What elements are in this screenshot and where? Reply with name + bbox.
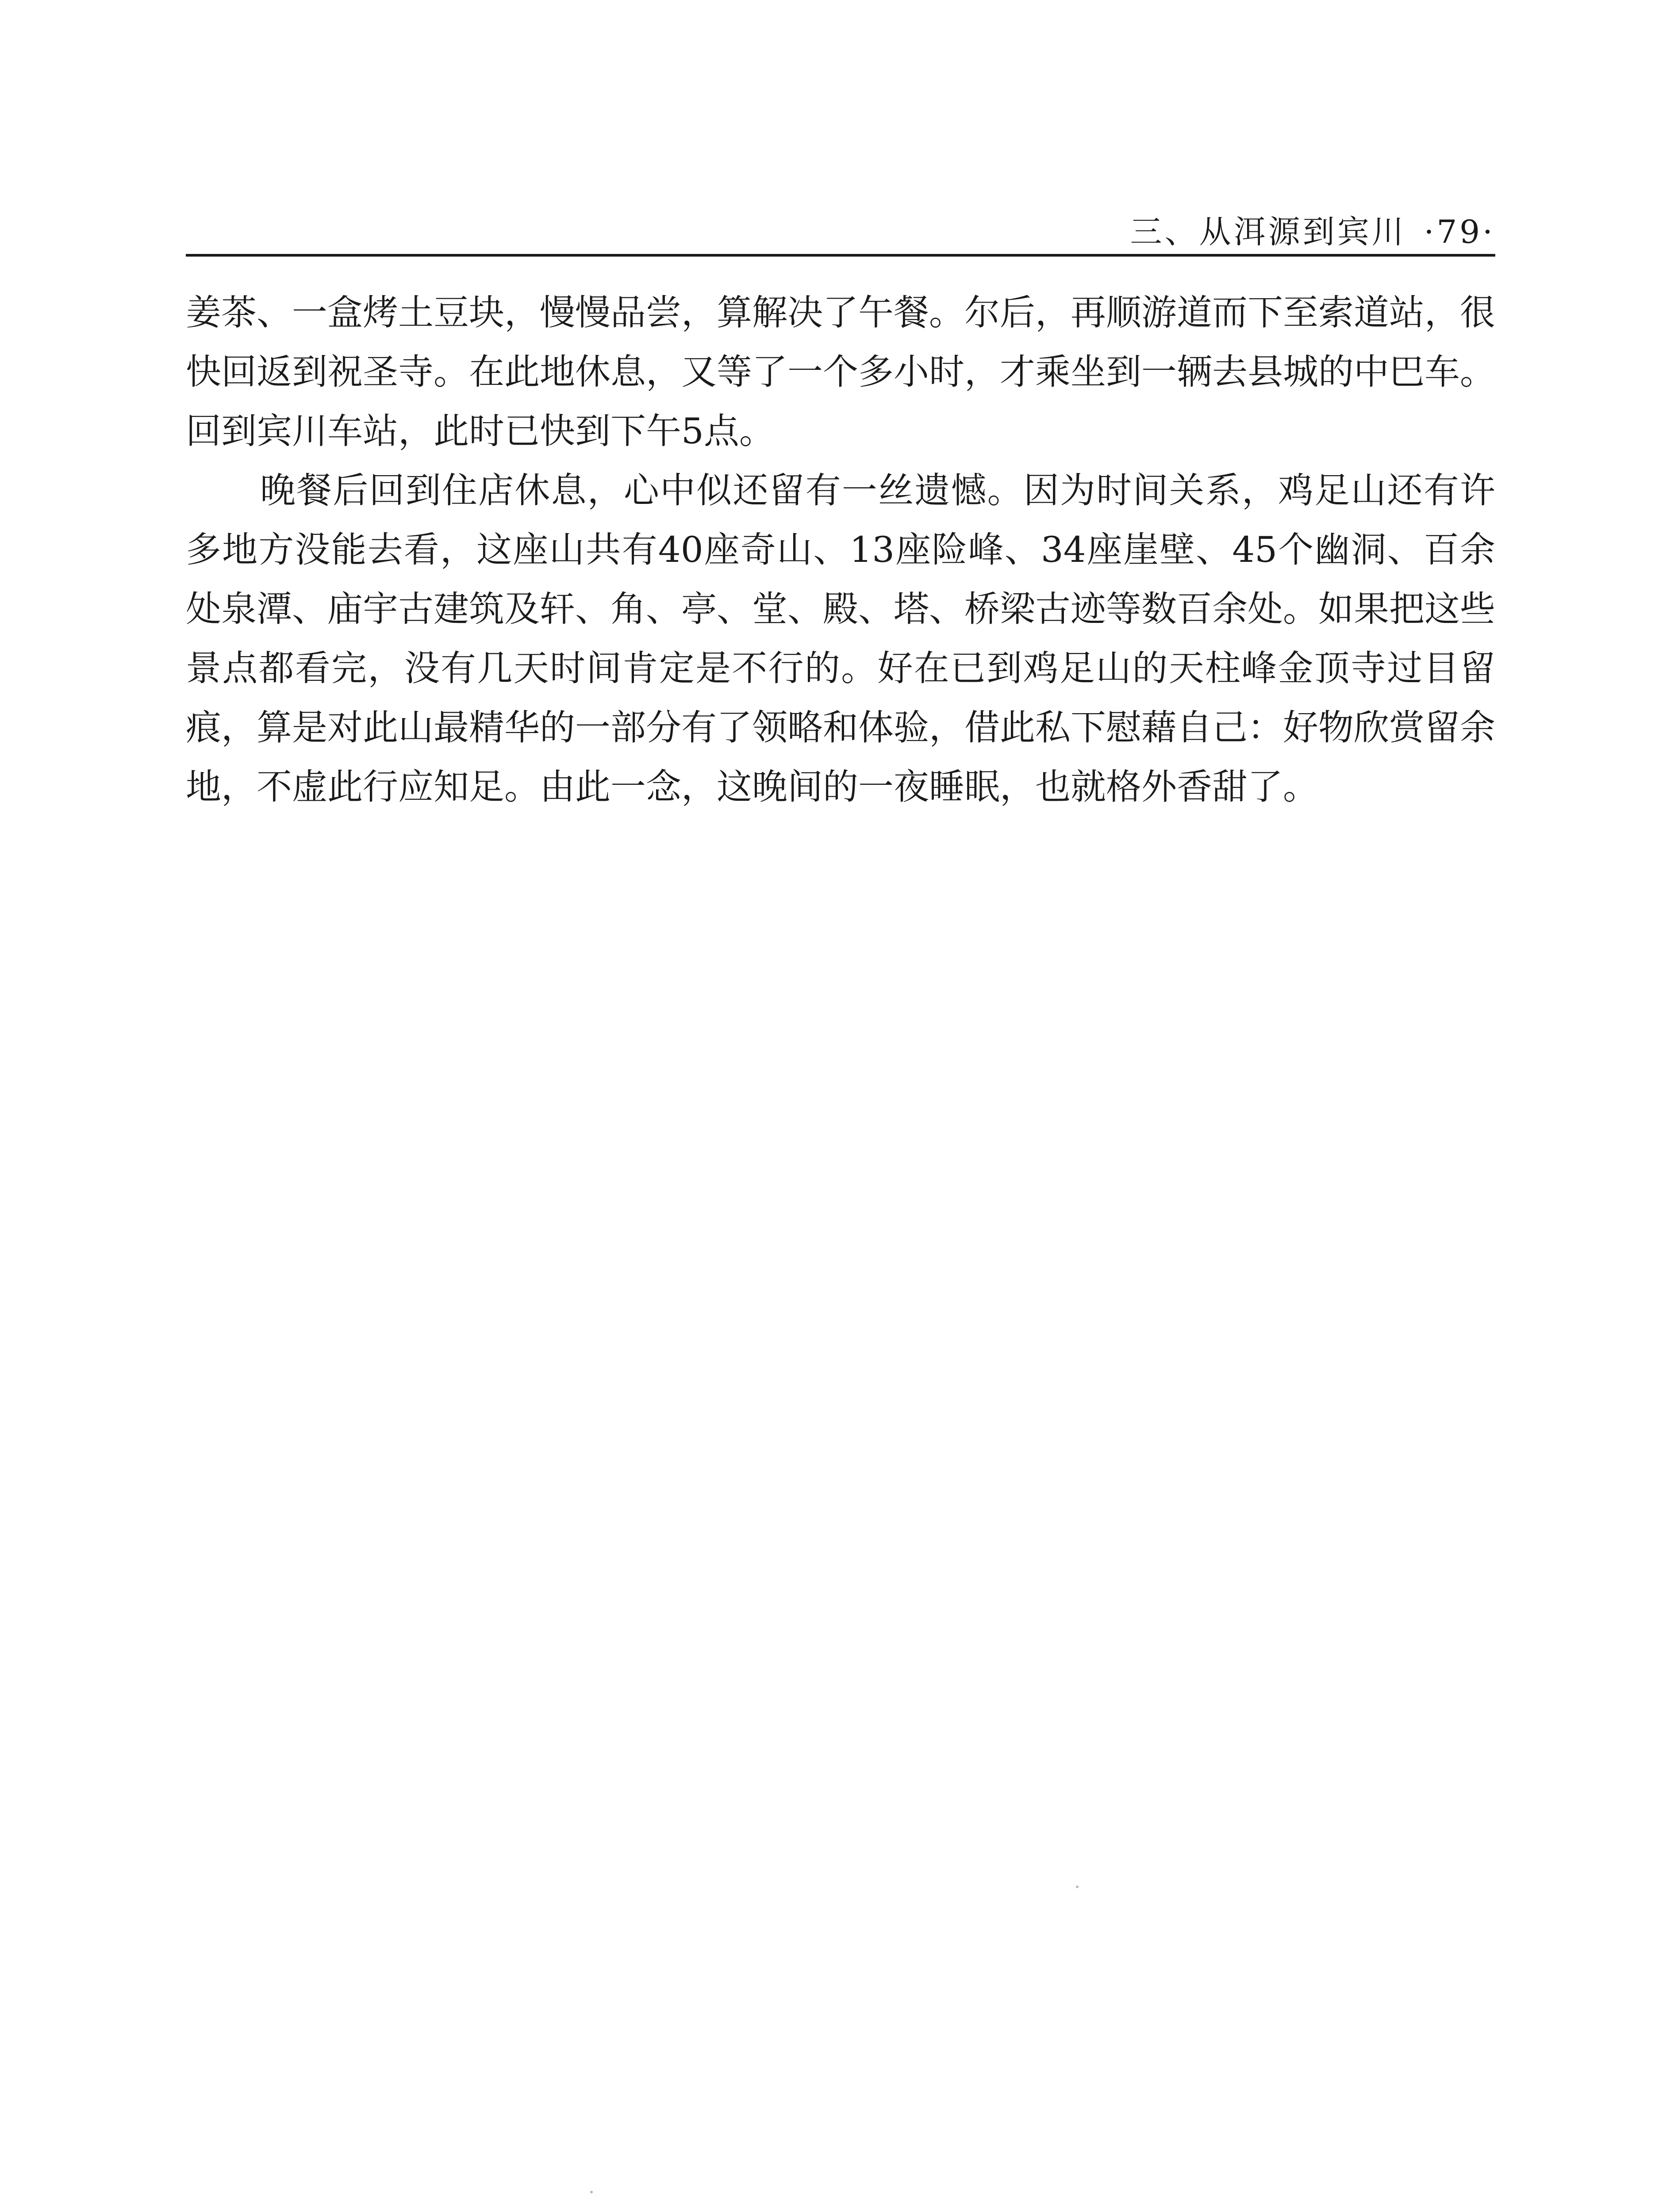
body-text [186,283,1495,817]
chapter-title: 三、从洱源到宾川 [1130,213,1406,250]
scan-speck [1076,1886,1079,1888]
header-rule [186,254,1495,257]
paragraph-2: 晚餐后回到住店休息，心中似还留有一丝遗憾。因为时间关系，鸡足山还有许多地方没能去看，这座山共有40座奇山、13座险峰、34座崖壁、45个幽洞、百余处泉潭、庙宇古建筑及轩、角、亭、堂、殿、塔、桥梁古迹等数百余处。如果把这些景点都看完，没有几天时间肯定是不行的。好在已到鸡足山的天柱峰金顶寺过目留痕，算是对此山最精华的一部分有了领略和体验，借此私下慰藉自己：好物欣赏留余地，不虚此行应知足。由此一念，这晚间的一夜睡眠，也就格外香甜了。 [186,470,1495,807]
page-number: ·79· [1424,213,1495,250]
running-header [186,190,1495,248]
paragraph-1: 姜茶、一盒烤土豆块，慢慢品尝，算解决了午餐。尔后，再顺游道而下至索道站，很快回返到祝圣寺。在此地休息，又等了一个多小时，才乘坐到一辆去县城的中巴车。回到宾川车站，此时已快到下午5点。 [186,292,1495,452]
scan-speck [590,2191,593,2193]
